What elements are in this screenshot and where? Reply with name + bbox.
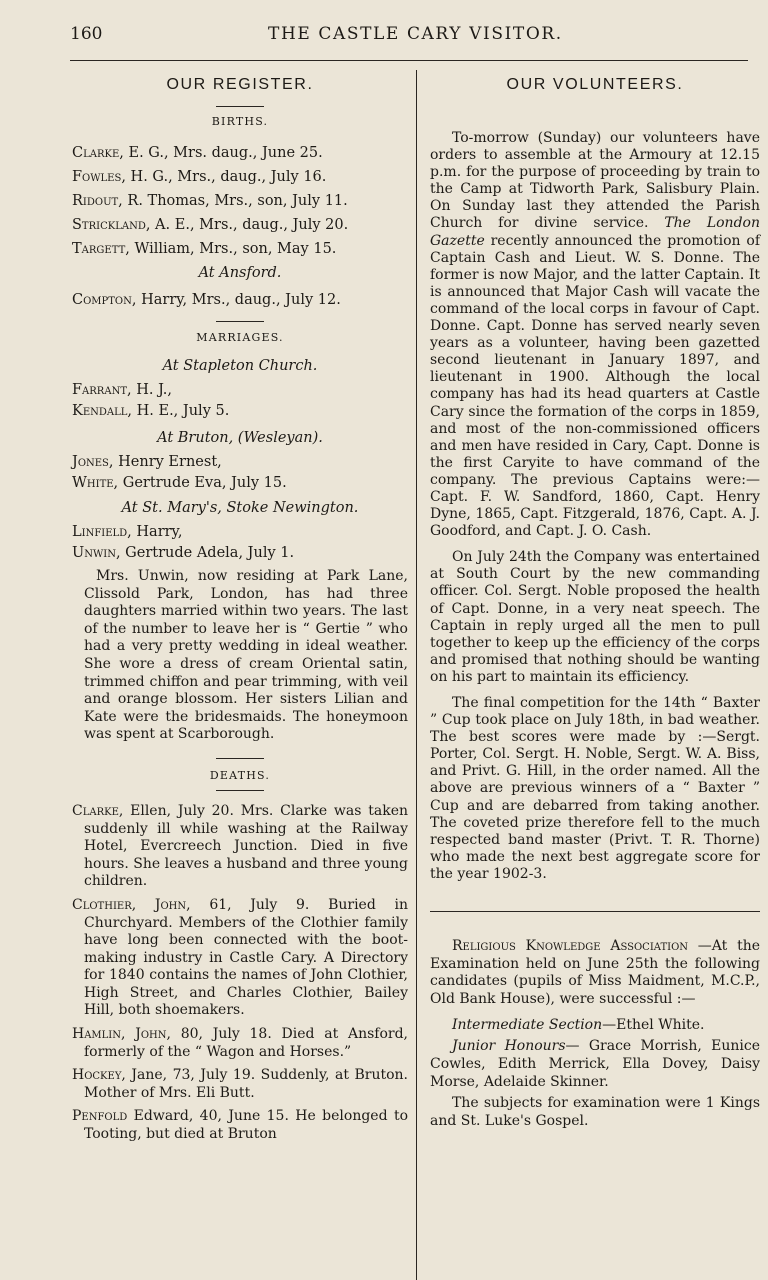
marriage-entry: Kendall, H. E., July 5. (72, 403, 230, 419)
death-entry: Clarke, Ellen, July 20. Mrs. Clarke was taken suddenly ill while washing at the Railway Hotel, Evercreech Junction. Died in five hours. She leaves a husband and three young children. (72, 802, 408, 890)
gazette-title: The London Gazette (430, 215, 760, 249)
volunteers-paragraph: The final competition for the 14th “ Baxter ” Cup took place on July 18th, in bad weather. The best scores were made by :—Sergt. Porter, Col. Sergt. H. Noble, Sergt. W. A. Biss, and Privt. G. Hill, in the order named. All the above are previous winners of a “ Baxter ” Cup and are debarred from taking another. The coveted prize therefore fell to the much respected band master (Privt. T. R. Thorne) who made the next best aggregate score for the year 1902-3. (430, 695, 760, 882)
marriage-entry: Jones, Henry Ernest, (72, 454, 222, 470)
column-rule (416, 70, 417, 1280)
subjects-line: The subjects for examination were 1 Kings and St. Luke's Gospel. (430, 1095, 760, 1129)
birth-entry: Fowles, H. G., Mrs., daug., July 16. (72, 169, 327, 185)
volunteers-paragraph: To-morrow (Sunday) our volunteers have orders to assemble at the Armoury at 12.15 p.m. for the purpose of proceeding by train to the Camp at Tidworth Park, Salisbury Plain. On Sunday last they attended the Parish Church for divine service. The London Gazette recently announced the promotion of Captain Cash and Lieut. W. S. Donne. The former is now Major, and the latter Captain. It is announced that Major Cash will vacate the command of the local corps in favour of Capt. Donne. Capt. Donne has served nearly seven years as a volunteer, having been gazetted second lieutenant in January 1897, and lieutenant in 1900. Although the local company has had its head quarters at Castle Cary since the formation of the corps in 1859, and most of the non-commissioned officers and men have resided in Cary, Capt. Donne is the first Caryite to have command of the company. The previous Captains were:— Capt. F. W. Sandford, 1860, Capt. Henry Dyne, 1865, Capt. Fitzgerald, 1876, Capt. A. J. Goodford, and Capt. J. O. Cash. (430, 130, 760, 540)
section-rule (216, 790, 264, 791)
births-list (72, 141, 408, 312)
place-heading: At Stapleton Church. (162, 358, 318, 374)
marriages-list (72, 354, 408, 744)
running-header (70, 24, 738, 50)
header-rule (70, 60, 748, 62)
volunteers-title: OUR VOLUNTEERS. (506, 76, 684, 93)
rka-paragraph: Religious Knowledge Association —At the Examination held on June 25th the following candidates (pupils of Miss Maidment, M.C.P., Old Bank House), were successful :— (430, 938, 760, 1007)
rka-name: Religious Knowledge Association (452, 938, 689, 955)
place-heading: At Bruton, (Wesleyan). (157, 430, 323, 446)
marriage-entry: Linfield, Harry, (72, 524, 183, 540)
volunteers-article (430, 130, 760, 883)
birth-entry: Targett, William, Mrs., son, May 15. (72, 241, 337, 257)
birth-entry: Compton, Harry, Mrs., daug., July 12. (72, 292, 341, 308)
place-heading: At Ansford. (198, 265, 282, 281)
volunteers-column (430, 72, 760, 1130)
birth-entry: Strickland, A. E., Mrs., daug., July 20. (72, 217, 349, 233)
death-entry: Penfold Edward, 40, June 15. He belonged to Tooting, but died at Bruton (72, 1108, 408, 1143)
section-rule (216, 321, 264, 322)
section-rule (216, 758, 264, 759)
page-number: 160 (70, 24, 103, 44)
birth-entry: Ridout, R. Thomas, Mrs., son, July 11. (72, 193, 348, 209)
deaths-list (72, 803, 408, 1144)
volunteers-paragraph: On July 24th the Company was entertained at South Court by the new commanding officer. Col. Sergt. Noble proposed the health of Capt. Donne, in a very neat speech. The Captain in reply urged all the men to pull together to keep up the efficiency of the corps and promised that nothing should be wanting on his part to maintain its efficiency. (430, 549, 760, 685)
marriages-heading: MARRIAGES. (196, 331, 284, 344)
junior-line: Junior Honours— Grace Morrish, Eunice Cowles, Edith Merrick, Ella Dovey, Daisy Morse, Adelaide Skinner. (430, 1038, 760, 1090)
marriage-entry: Farrant, H. J., (72, 382, 172, 398)
place-heading: At St. Mary's, Stoke Newington. (121, 500, 359, 516)
marriage-entry: White, Gertrude Eva, July 15. (72, 475, 287, 491)
running-title: THE CASTLE CARY VISITOR. (268, 24, 563, 44)
death-entry: Hockey, Jane, 73, July 19. Suddenly, at Bruton. Mother of Mrs. Eli Butt. (72, 1067, 408, 1101)
intermediate-line: Intermediate Section—Ethel White. (452, 1017, 705, 1034)
marriage-entry: Unwin, Gertrude Adela, July 1. (72, 545, 295, 561)
death-entry: Hamlin, John, 80, July 18. Died at Ansford, formerly of the “ Wagon and Horses.” (72, 1026, 408, 1060)
death-entry: Clothier, John, 61, July 9. Buried in Churchyard. Members of the Clothier family have long been connected with the boot-making industry in Castle Cary. A Directory for 1840 contains the names of John Clothier, High Street, and Charles Clothier, Bailey Hill, both shoemakers. (72, 896, 408, 1019)
rka-notice (430, 938, 760, 1130)
register-column (72, 72, 408, 1150)
birth-entry: Clarke, E. G., Mrs. daug., June 25. (72, 145, 323, 161)
wedding-description: Mrs. Unwin, now residing at Park Lane, Clissold Park, London, has had three daughters married within two years. The last of the number to leave her is “ Gertie ” who had a very pretty wedding in ideal weather. She wore a dress of cream Oriental satin, trimmed chiffon and pear trimming, with veil and orange blossom. Her sisters Lilian and Kate were the bridesmaids. The honeymoon was spent at Scarborough. (84, 568, 408, 743)
section-rule (216, 106, 264, 107)
births-heading: BIRTHS. (211, 115, 269, 128)
register-title: OUR REGISTER. (166, 76, 314, 93)
section-rule (430, 911, 760, 912)
deaths-heading: DEATHS. (209, 768, 271, 782)
